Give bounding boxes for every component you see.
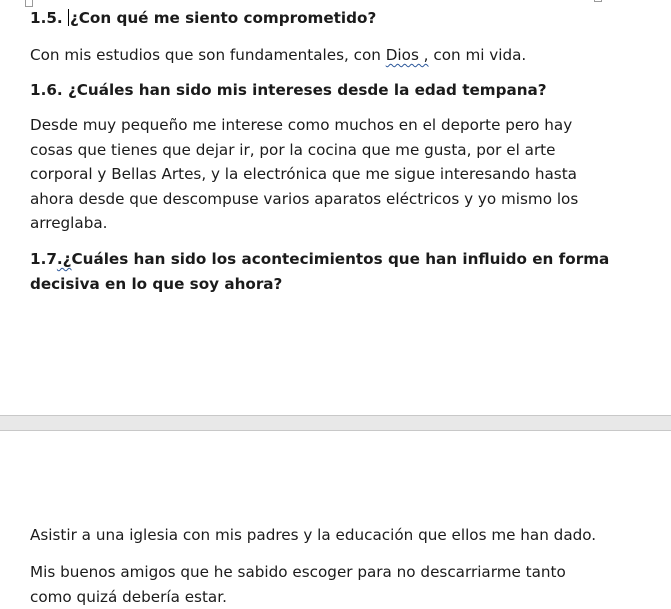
paragraph-1-5-end: con mi vida.: [428, 46, 527, 64]
spelling-flagged-word[interactable]: Dios ,: [385, 46, 429, 64]
paragraph-1-6-line-1[interactable]: Desde muy pequeño me interese como muchos en el deporte pero hay: [30, 116, 573, 134]
paragraph-page-2-2-line-2[interactable]: como quizá debería estar.: [30, 587, 227, 606]
heading-1-7-line-1[interactable]: [30, 247, 630, 272]
heading-1-5-text: ¿Con qué me siento comprometido?: [69, 9, 377, 27]
heading-1-5[interactable]: [30, 6, 630, 31]
heading-1-7-line-2[interactable]: decisiva en lo que soy ahora?: [30, 274, 283, 293]
heading-1-5-number: 1.5.: [30, 9, 68, 27]
page-break-gap: [0, 415, 671, 431]
paragraph-1-6-line-5[interactable]: arreglaba.: [30, 214, 108, 232]
margin-marker-icon: [594, 0, 602, 2]
paragraph-1-5[interactable]: [30, 43, 630, 68]
heading-1-7-text: Cuáles han sido los acontecimientos que han influido en forma: [71, 250, 610, 268]
paragraph-page-2-1[interactable]: Asistir a una iglesia con mis padres y la educación que ellos me han dado.: [30, 526, 597, 544]
paragraph-1-6-line-3[interactable]: corporal y Bellas Artes, y la electrónica que me sigue interesando hasta: [30, 165, 577, 183]
document-page-2[interactable]: [0, 431, 671, 609]
spelling-flagged-punctuation[interactable]: .¿: [56, 250, 72, 268]
paragraph-1-5-start: Con mis estudios que son fundamentales, con: [30, 46, 386, 64]
heading-1-7-number: 1.7: [30, 250, 57, 268]
text-cursor: [68, 9, 69, 26]
paragraph-page-2-2-line-1[interactable]: Mis buenos amigos que he sabido escoger para no descarriarme tanto: [30, 563, 566, 581]
paragraph-1-6-line-4[interactable]: ahora desde que descompuse varios aparatos eléctricos y yo mismo los: [30, 189, 579, 208]
heading-1-6[interactable]: 1.6. ¿Cuáles han sido mis intereses desde la edad tempana?: [30, 81, 547, 99]
paragraph-1-6-line-2[interactable]: cosas que tienes que dejar ir, por la cocina que me gusta, por el arte: [30, 140, 556, 159]
